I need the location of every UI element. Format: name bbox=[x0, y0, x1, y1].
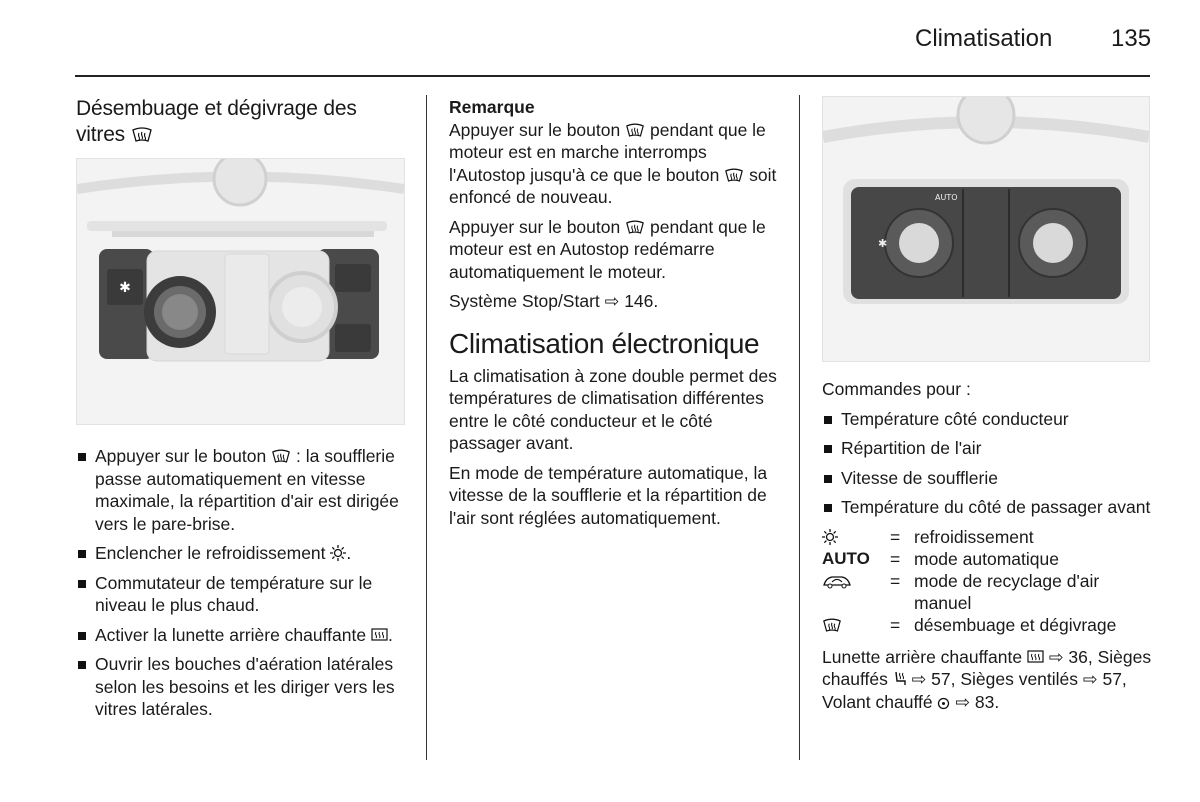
reference-arrow-icon: ⇨ bbox=[604, 291, 620, 311]
defrost-icon bbox=[625, 220, 645, 235]
controls-list bbox=[822, 408, 1152, 519]
recirculation-icon bbox=[822, 573, 852, 589]
heading-text: vitres bbox=[76, 123, 125, 146]
heated-seat-icon bbox=[893, 671, 907, 687]
list-item: Répartition de l'air bbox=[822, 437, 1152, 460]
reference-arrow-icon: ⇨ bbox=[955, 691, 971, 712]
defrost-icon bbox=[625, 123, 645, 138]
climate-panel-illustration bbox=[77, 159, 404, 424]
defrost-icon bbox=[131, 127, 153, 143]
defrost-icon bbox=[271, 449, 291, 464]
list-item: Commutateur de température sur le niveau le plus chaud. bbox=[76, 572, 411, 617]
heading-text: Désembuage et dégivrage des bbox=[76, 97, 357, 120]
note-paragraph: Appuyer sur le bouton pendant que le moteur est en Autostop redémarre automatiquement le moteur. bbox=[449, 216, 766, 282]
svg-text:✱: ✱ bbox=[119, 280, 131, 296]
cross-references: Lunette arrière chauffante ⇨ 36, Sièges chauffés ⇨ 57, Sièges ventilés ⇨ 57, Volant chauffé ⇨ 83. bbox=[822, 646, 1152, 712]
svg-text:✱: ✱ bbox=[878, 237, 888, 250]
cool-icon bbox=[330, 545, 346, 561]
list-item: Ouvrir les bouches d'aération latérales selon les besoins et les diriger vers les vitres latérales. bbox=[76, 653, 411, 721]
legend-row: = désembuage et dégivrage bbox=[822, 614, 1152, 636]
list-item: Activer la lunette arrière chauffante . bbox=[76, 624, 411, 647]
column-left bbox=[76, 96, 411, 728]
steering-wheel-icon bbox=[937, 697, 950, 710]
reference-arrow-icon: ⇨ bbox=[1048, 646, 1064, 667]
reference-arrow-icon: ⇨ bbox=[1082, 669, 1098, 689]
column-middle bbox=[449, 96, 784, 536]
list-item: Vitesse de soufflerie bbox=[822, 467, 1152, 490]
list-item: Température côté conducteur bbox=[822, 408, 1152, 431]
controls-intro: Commandes pour : bbox=[822, 379, 971, 399]
list-item: Température du côté de passager avant bbox=[822, 496, 1152, 519]
page-number: 135 bbox=[1111, 25, 1152, 52]
paragraph: La climatisation à zone double permet des températures de climatisation différentes entre le côté conducteur et le côté passager avant. bbox=[449, 365, 777, 453]
section-heading-defrost bbox=[76, 96, 411, 148]
note-label: Remarque bbox=[449, 97, 535, 117]
climate-control-illustration bbox=[823, 97, 1149, 361]
legend-row: AUTO = mode automatique bbox=[822, 548, 1059, 569]
legend-row: = mode de recyclage d'air manuel bbox=[822, 570, 1152, 614]
note-paragraph: Appuyer sur le bouton pendant que le moteur est en marche interromps l'Autostop jusqu'à ce que le bouton soit enfoncé de nouveau. bbox=[449, 119, 777, 207]
svg-text:AUTO: AUTO bbox=[935, 193, 958, 202]
symbol-legend bbox=[822, 526, 1152, 636]
column-divider bbox=[426, 95, 427, 760]
rear-window-heating-icon bbox=[371, 628, 388, 643]
header-rule bbox=[75, 75, 1150, 77]
paragraph: En mode de température automatique, la vitesse de la soufflerie et la répartition de l'air sont réglées automatiquement. bbox=[449, 462, 768, 528]
section-title: Climatisation électronique bbox=[449, 327, 760, 359]
climate-control-panel-photo bbox=[822, 96, 1150, 362]
cross-reference: Système Stop/Start ⇨ 146. bbox=[449, 291, 659, 311]
auto-label: AUTO bbox=[822, 548, 870, 568]
page-header-title: Climatisation bbox=[915, 25, 1053, 52]
cool-icon bbox=[822, 529, 838, 545]
climate-panel-photo bbox=[76, 158, 405, 425]
reference-arrow-icon: ⇨ bbox=[911, 669, 927, 689]
column-right bbox=[822, 96, 1152, 720]
legend-row: = refroidissement bbox=[822, 526, 1152, 548]
list-item: Enclencher le refroidissement . bbox=[76, 542, 411, 565]
defrost-icon bbox=[724, 168, 744, 183]
rear-window-heating-icon bbox=[1027, 650, 1044, 665]
column-divider bbox=[799, 95, 800, 760]
defrost-icon bbox=[822, 618, 842, 633]
list-item: Appuyer sur le bouton : la soufflerie passe automatiquement en vitesse maximale, la répartition d'air est dirigée vers le pare-brise. bbox=[76, 445, 411, 535]
defrost-steps-list bbox=[76, 445, 411, 721]
